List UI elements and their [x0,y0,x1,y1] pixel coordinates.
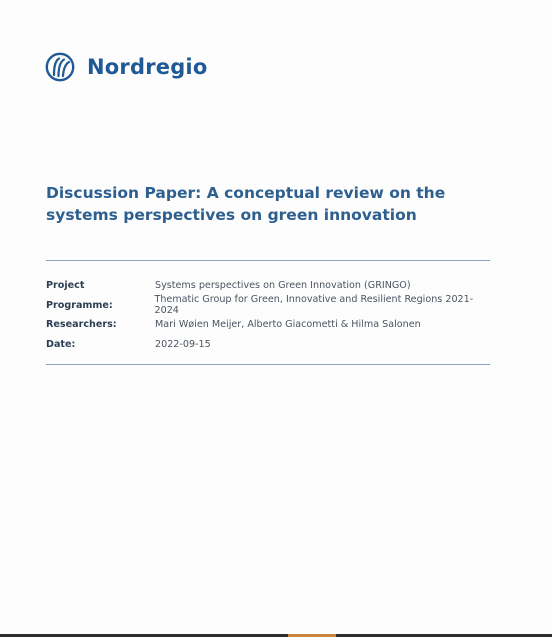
meta-row-project [46,276,496,296]
metadata-table [46,276,496,354]
divider-top [46,260,490,261]
meta-row-date [46,335,496,355]
brand-name: Nordregio [87,55,208,79]
brand-logo [45,52,207,82]
meta-value: 2022-09-15 [155,338,211,350]
meta-label: Project [46,280,85,292]
nordregio-wave-logo-icon [45,52,75,82]
divider-bottom [46,364,490,365]
meta-value: Systems perspectives on Green Innovation (GRINGO) [155,280,411,292]
meta-label: Researchers: [46,319,117,331]
meta-value: Thematic Group for Green, Innovative and Resilient Regions 2021-2024 [154,294,474,317]
meta-row-programme [46,296,496,316]
meta-label: Date: [46,338,76,350]
meta-label: Programme: [46,299,113,311]
meta-row-researchers [46,315,496,335]
meta-value: Mari Wøien Meijer, Alberto Giacometti & Hilma Salonen [155,319,421,331]
document-title: Discussion Paper: A conceptual review on the systems perspectives on green innovation [46,184,446,224]
